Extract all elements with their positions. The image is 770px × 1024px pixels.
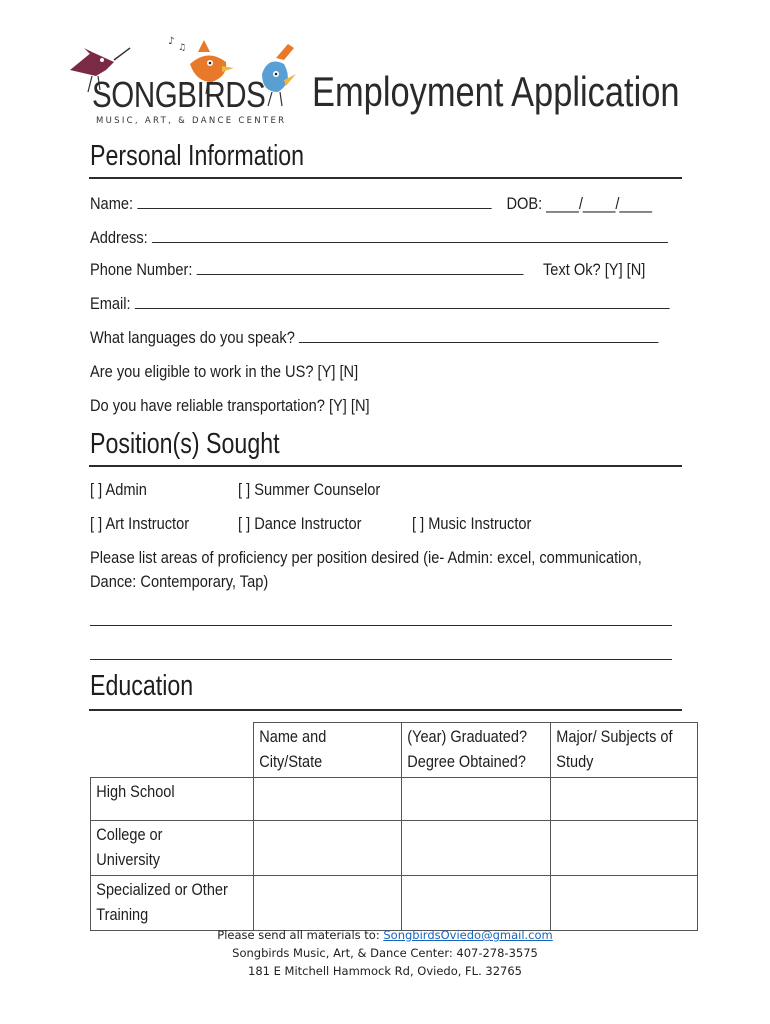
footer-send-line: Please send all materials to: SongbirdsOviedo@gmail.com (217, 928, 553, 942)
option-music-instructor[interactable]: [ ] Music Instructor (412, 514, 532, 533)
option-dance-instructor[interactable]: [ ] Dance Instructor (238, 514, 362, 533)
languages-field[interactable] (299, 328, 658, 343)
eligible-question[interactable]: Are you eligible to work in the US? [Y] [N] (90, 362, 359, 381)
table-cell[interactable] (253, 876, 401, 931)
languages-row (90, 328, 658, 348)
transport-question[interactable]: Do you have reliable transportation? [Y] [N] (90, 396, 370, 415)
table-cell[interactable] (401, 876, 550, 931)
column-header: Major/ Subjects of Study (550, 723, 697, 778)
table-cell[interactable] (550, 778, 697, 821)
logo-tagline: MUSIC, ART, & DANCE CENTER (96, 116, 287, 126)
education-heading: Education (90, 670, 194, 702)
table-cell[interactable] (401, 778, 550, 821)
section-divider (89, 465, 682, 467)
positions-heading: Position(s) Sought (90, 428, 280, 460)
table-row (91, 876, 698, 931)
footer-address-line: 181 E Mitchell Hammock Rd, Oviedo, FL. 32765 (248, 964, 522, 978)
dob-label: DOB: (506, 194, 543, 213)
option-admin[interactable]: [ ] Admin (90, 480, 147, 499)
section-divider (89, 709, 682, 711)
name-label: Name: (90, 194, 134, 213)
phone-field[interactable] (196, 260, 523, 275)
contact-email-link[interactable]: SongbirdsOviedo@gmail.com (383, 928, 553, 942)
column-header: Name and City/State (253, 723, 401, 778)
table-cell[interactable] (550, 876, 697, 931)
education-table (90, 722, 698, 931)
row-label: High School (91, 778, 254, 821)
address-label: Address: (90, 228, 148, 247)
section-divider (89, 177, 682, 179)
email-label: Email: (90, 294, 131, 313)
row-label: College or University (91, 821, 254, 876)
logo-wordmark: SONGBIRDS (92, 74, 266, 115)
table-row (91, 821, 698, 876)
svg-text:♫: ♫ (178, 43, 187, 53)
email-field[interactable] (135, 294, 670, 309)
table-row (91, 778, 698, 821)
phone-label: Phone Number: (90, 260, 193, 279)
svg-text:♪: ♪ (168, 36, 175, 47)
table-cell[interactable] (550, 821, 697, 876)
name-field[interactable] (137, 194, 491, 209)
footer-contact (0, 926, 770, 980)
table-corner (91, 723, 254, 778)
phone-row (90, 260, 523, 280)
row-label: Specialized or Other Training (91, 876, 254, 931)
text-ok-option[interactable]: Text Ok? [Y] [N] (543, 260, 646, 279)
page-title: Employment Application (312, 68, 680, 115)
songbirds-logo (62, 30, 312, 130)
address-field[interactable] (152, 228, 668, 243)
dob-field[interactable]: ____/____/____ (546, 194, 652, 213)
languages-label: What languages do you speak? (90, 328, 295, 347)
table-cell[interactable] (253, 778, 401, 821)
column-header: (Year) Graduated? Degree Obtained? (401, 723, 550, 778)
name-row (90, 194, 652, 214)
proficiency-line-2[interactable] (90, 658, 672, 660)
table-cell[interactable] (253, 821, 401, 876)
option-art-instructor[interactable]: [ ] Art Instructor (90, 514, 190, 533)
email-row (90, 294, 670, 314)
proficiency-instructions-1: Please list areas of proficiency per position desired (ie- Admin: excel, communication, (90, 548, 642, 567)
address-row (90, 228, 668, 248)
footer-phone-line: Songbirds Music, Art, & Dance Center: 407-278-3575 (232, 946, 538, 960)
proficiency-instructions-2: Dance: Contemporary, Tap) (90, 572, 269, 591)
option-summer-counselor[interactable]: [ ] Summer Counselor (238, 480, 381, 499)
table-cell[interactable] (401, 821, 550, 876)
personal-info-heading: Personal Information (90, 140, 305, 172)
proficiency-line-1[interactable] (90, 624, 672, 626)
